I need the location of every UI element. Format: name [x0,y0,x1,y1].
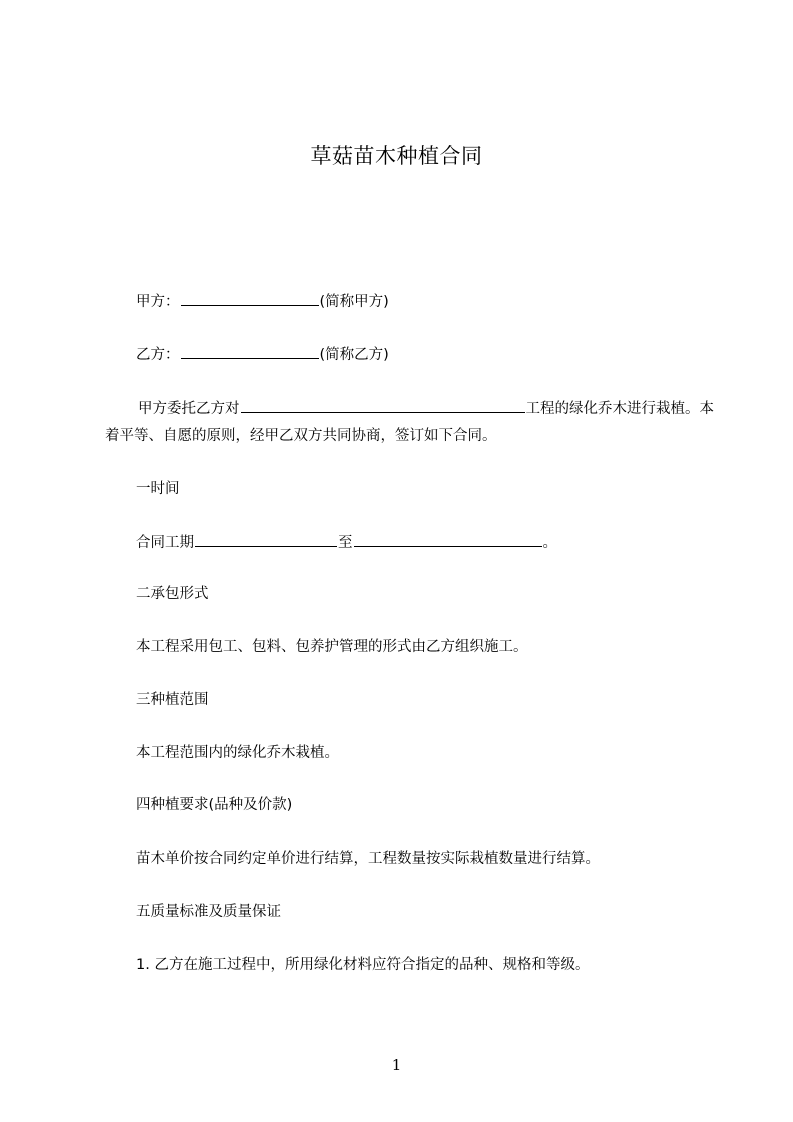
party-b-suffix: (简称乙方) [319,347,389,363]
period-label: 合同工期 [136,535,194,551]
period-end-blank [354,532,542,547]
intro-suffix: 工程的绿化乔木进行栽植。本着平等、自愿的原则，经甲乙双方共同协商，签订如下合同。 [105,401,714,444]
page-number: 1 [391,1056,402,1074]
party-a-line [136,291,389,312]
party-b-label: 乙方： [136,347,180,363]
section2-text: 本工程采用包工、包料、包养护管理的形式由乙方组织施工。 [136,639,528,655]
intro-paragraph [105,396,715,450]
section2-heading: 二承包形式 [136,586,209,602]
section4-heading: 四种植要求(品种及价款) [136,797,293,813]
section3-heading: 三种植范围 [136,692,209,708]
period-end: 。 [542,535,557,551]
period-start-blank [195,532,337,547]
party-a-suffix: (简称甲方) [319,294,389,310]
section4-text: 苗木单价按合同约定单价进行结算，工程数量按实际栽植数量进行结算。 [136,851,600,867]
contract-period-line [136,532,557,553]
party-b-line [136,344,389,365]
section1-heading: 一时间 [136,481,180,497]
section5-heading: 五质量标准及质量保证 [136,904,281,920]
clause-5-1: 1. 乙方在施工过程中，所用绿化材料应符合指定的品种、规格和等级。 [136,957,590,973]
intro-prefix: 甲方委托乙方对 [138,401,240,417]
party-b-blank [181,344,319,359]
party-a-blank [181,291,319,306]
period-to: 至 [338,535,353,551]
section3-text: 本工程范围内的绿化乔木栽植。 [136,745,339,761]
party-a-label: 甲方： [136,294,180,310]
document-title: 草菇苗木种植合同 [310,144,483,168]
project-name-blank [241,398,525,413]
